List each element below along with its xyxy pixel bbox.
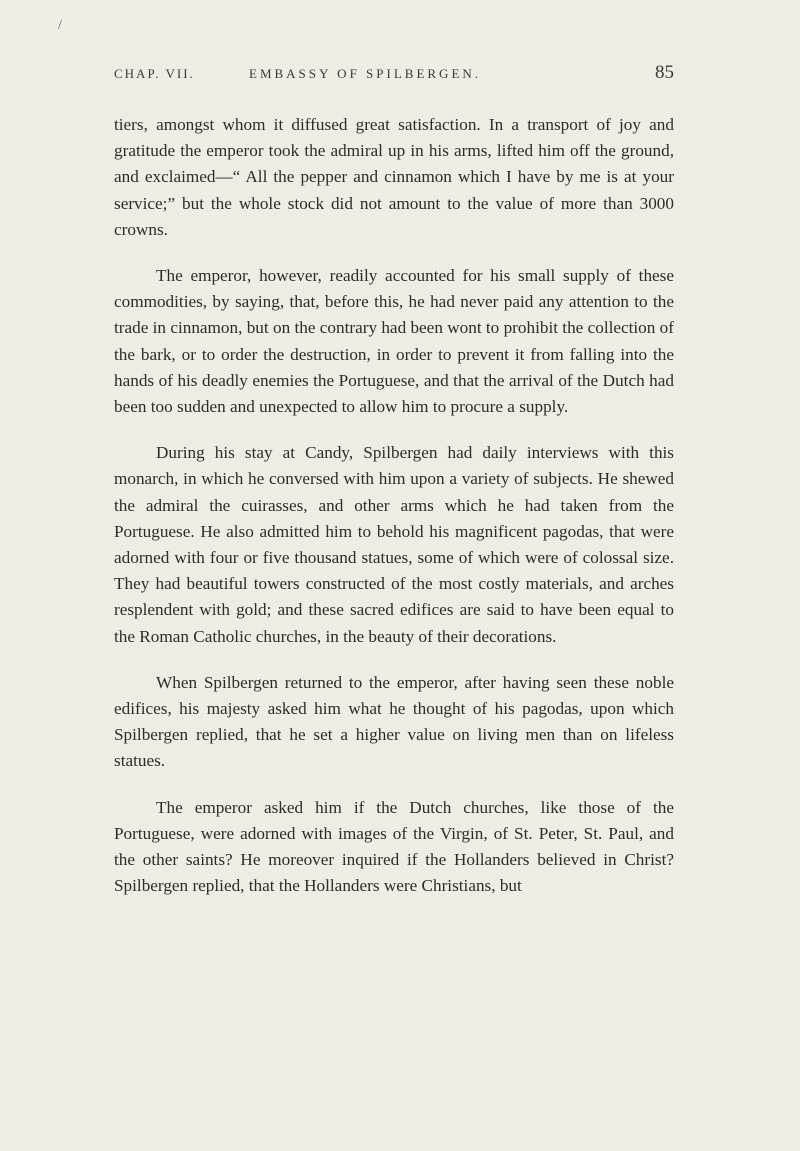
paragraph-continuation: tiers, amongst whom it diffused great satisfaction. In a transport of joy and gratitude the emperor took the admiral up in his arms, lifted him off the ground, and exclaimed—“ All the pepper and cinnamon which I have by me is at your service;” but the whole stock did not amount to the value of more than 3000 crowns. xyxy=(114,115,674,239)
paragraph: During his stay at Candy, Spilbergen had daily interviews with this monarch, in which he conversed with him upon a variety of subjects. He shewed the admiral the cuirasses, and other arms which he had taken from the Portuguese. He also admitted him to behold his magnificent pagodas, that were adorned with four or five thousand statues, some of which were of colossal size. They had beautiful towers constructed of the most costly materials, and arches resplendent with gold; and these sacred edifices are said to have been equal to the Roman Catholic churches, in the beauty of their decorations. xyxy=(114,443,674,646)
chapter-label: CHAP. VII. xyxy=(114,66,195,81)
paragraph: The emperor asked him if the Dutch churches, like those of the Portuguese, were adorned with images of the Virgin, of St. Peter, St. Paul, and the other saints? He moreover inquired if the Hollanders believed in Christ? Spilbergen replied, that the Hollanders were Christians, but xyxy=(114,797,674,896)
page-number: 85 xyxy=(655,62,674,83)
running-head xyxy=(114,62,674,90)
running-title: EMBASSY OF SPILBERGEN. xyxy=(249,66,482,81)
body-text xyxy=(114,112,674,919)
paragraph: The emperor, however, readily accounted for his small supply of these commodities, by saying, that, before this, he had never paid any attention to the trade in cinnamon, but on the contrary had been wont to prohibit the collection of the bark, or to order the destruction, in order to prevent it from falling into the hands of his deadly enemies the Portuguese, and that the arrival of the Dutch had been too sudden and unexpected to allow him to procure a supply. xyxy=(114,266,674,417)
paragraph: When Spilbergen returned to the emperor, after having seen these noble edifices, his majesty asked him what he thought of his pagodas, upon which Spilbergen replied, that he set a higher value on living men than on lifeless statues. xyxy=(114,672,674,771)
margin-mark: / xyxy=(58,18,62,33)
